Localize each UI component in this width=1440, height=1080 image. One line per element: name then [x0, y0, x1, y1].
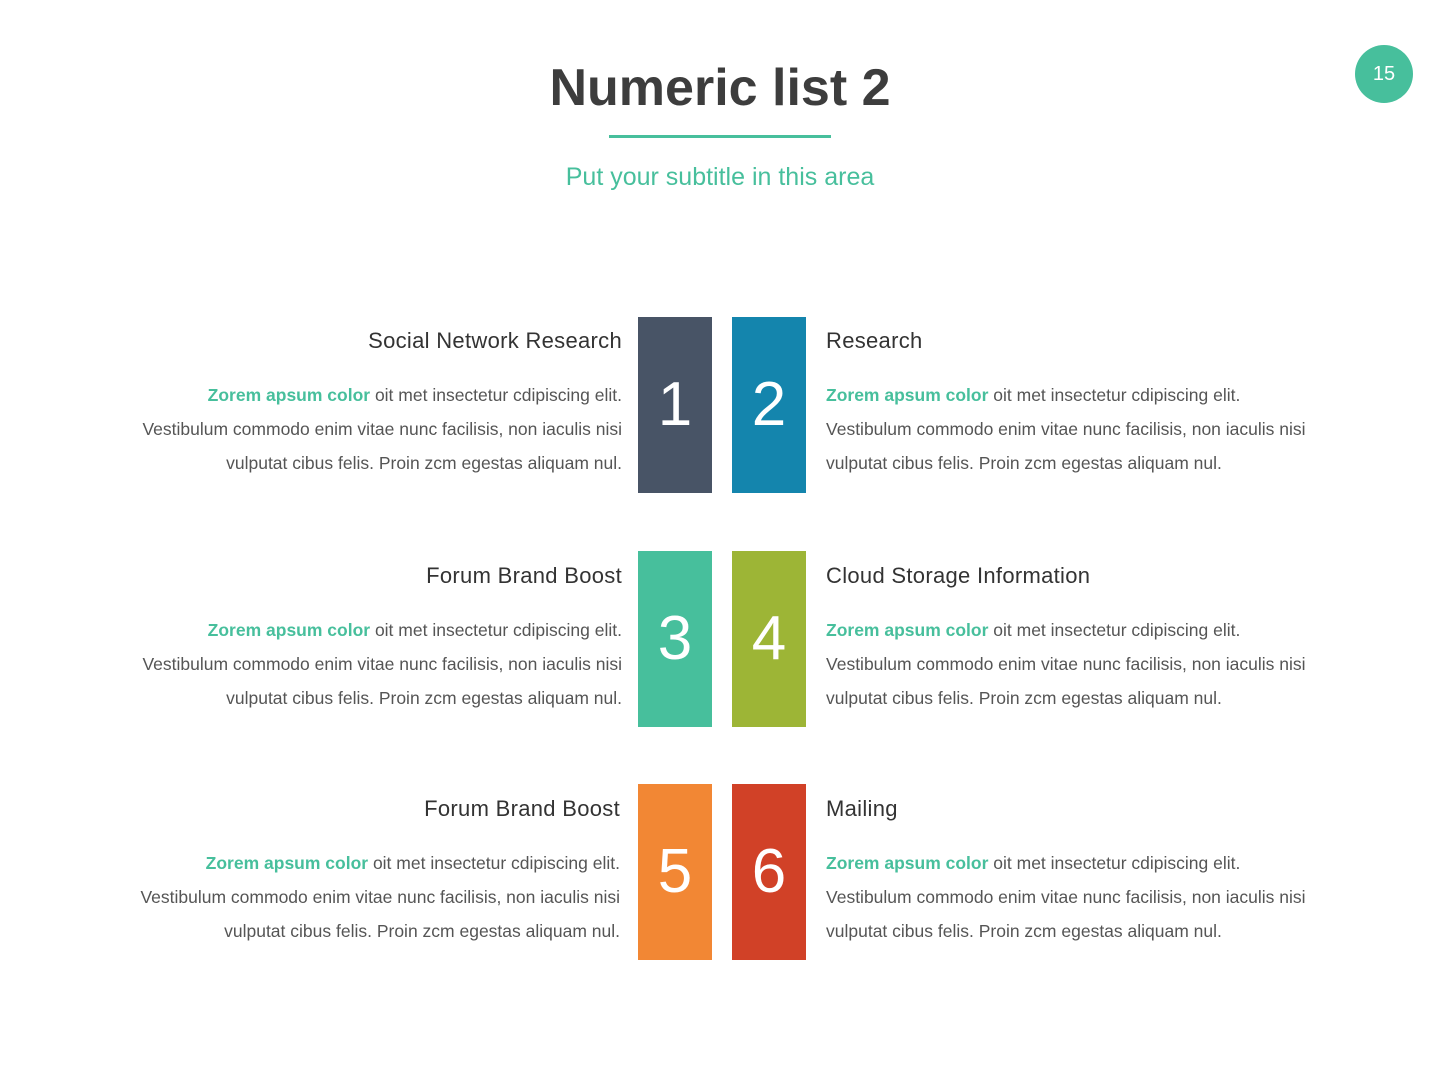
item-body-line-3: vulputat cibus felis. Proin zcm egestas aliquam nul.	[224, 921, 620, 941]
item-highlight: Zorem apsum color	[205, 853, 369, 873]
item-heading: Forum Brand Boost	[426, 563, 622, 588]
item-heading: Forum Brand Boost	[424, 796, 620, 821]
item-body-line-2: Vestibulum commodo enim vitae nunc facilisis, non iaculis nisi	[826, 419, 1306, 439]
item-body	[826, 378, 1386, 480]
item-heading: Cloud Storage Information	[826, 563, 1091, 588]
list-item-3	[62, 563, 622, 715]
item-body-line-3: vulputat cibus felis. Proin zcm egestas aliquam nul.	[226, 453, 622, 473]
item-line-1-text: oit met insectetur cdipiscing elit.	[368, 853, 620, 873]
item-body	[62, 378, 622, 480]
item-body	[62, 613, 622, 715]
item-line-1-text: oit met insectetur cdipiscing elit.	[988, 385, 1241, 405]
item-body	[826, 613, 1386, 715]
item-highlight: Zorem apsum color	[826, 853, 989, 873]
item-body	[60, 846, 620, 948]
list-item-1	[62, 328, 622, 480]
number-block-4: 4	[732, 551, 806, 727]
item-body-line-2: Vestibulum commodo enim vitae nunc facilisis, non iaculis nisi	[140, 887, 620, 907]
item-body-line-2: Vestibulum commodo enim vitae nunc facilisis, non iaculis nisi	[142, 419, 622, 439]
item-body-line-1	[62, 613, 622, 647]
page-number-badge: 15	[1355, 45, 1413, 103]
title-underline	[609, 135, 831, 138]
number-block-3: 3	[638, 551, 712, 727]
slide-subtitle: Put your subtitle in this area	[565, 163, 875, 191]
item-heading: Research	[826, 328, 923, 353]
item-heading: Social Network Research	[368, 328, 622, 353]
slide-title: Numeric list 2	[549, 59, 891, 117]
list-item-6	[826, 796, 1386, 948]
item-body-line-2: Vestibulum commodo enim vitae nunc facilisis, non iaculis nisi	[142, 654, 622, 674]
item-body-line-1	[826, 613, 1386, 647]
item-line-1-text: oit met insectetur cdipiscing elit.	[988, 620, 1241, 640]
list-item-5	[60, 796, 620, 948]
item-highlight: Zorem apsum color	[826, 385, 989, 405]
item-body-line-1	[826, 378, 1386, 412]
number-block-5: 5	[638, 784, 712, 960]
number-block-6: 6	[732, 784, 806, 960]
item-highlight: Zorem apsum color	[826, 620, 989, 640]
list-item-2	[826, 328, 1386, 480]
item-highlight: Zorem apsum color	[207, 385, 371, 405]
item-body-line-3: vulputat cibus felis. Proin zcm egestas aliquam nul.	[226, 688, 622, 708]
item-body	[826, 846, 1386, 948]
number-block-1: 1	[638, 317, 712, 493]
item-body-line-1	[62, 378, 622, 412]
list-item-4	[826, 563, 1386, 715]
item-body-line-3: vulputat cibus felis. Proin zcm egestas aliquam nul.	[826, 921, 1222, 941]
item-body-line-1	[60, 846, 620, 880]
item-body-line-3: vulputat cibus felis. Proin zcm egestas aliquam nul.	[826, 453, 1222, 473]
item-line-1-text: oit met insectetur cdipiscing elit.	[370, 385, 622, 405]
item-line-1-text: oit met insectetur cdipiscing elit.	[988, 853, 1241, 873]
item-body-line-2: Vestibulum commodo enim vitae nunc facilisis, non iaculis nisi	[826, 887, 1306, 907]
item-line-1-text: oit met insectetur cdipiscing elit.	[370, 620, 622, 640]
number-block-2: 2	[732, 317, 806, 493]
item-body-line-3: vulputat cibus felis. Proin zcm egestas aliquam nul.	[826, 688, 1222, 708]
item-heading: Mailing	[826, 796, 898, 821]
item-highlight: Zorem apsum color	[207, 620, 371, 640]
item-body-line-2: Vestibulum commodo enim vitae nunc facilisis, non iaculis nisi	[826, 654, 1306, 674]
item-body-line-1	[826, 846, 1386, 880]
